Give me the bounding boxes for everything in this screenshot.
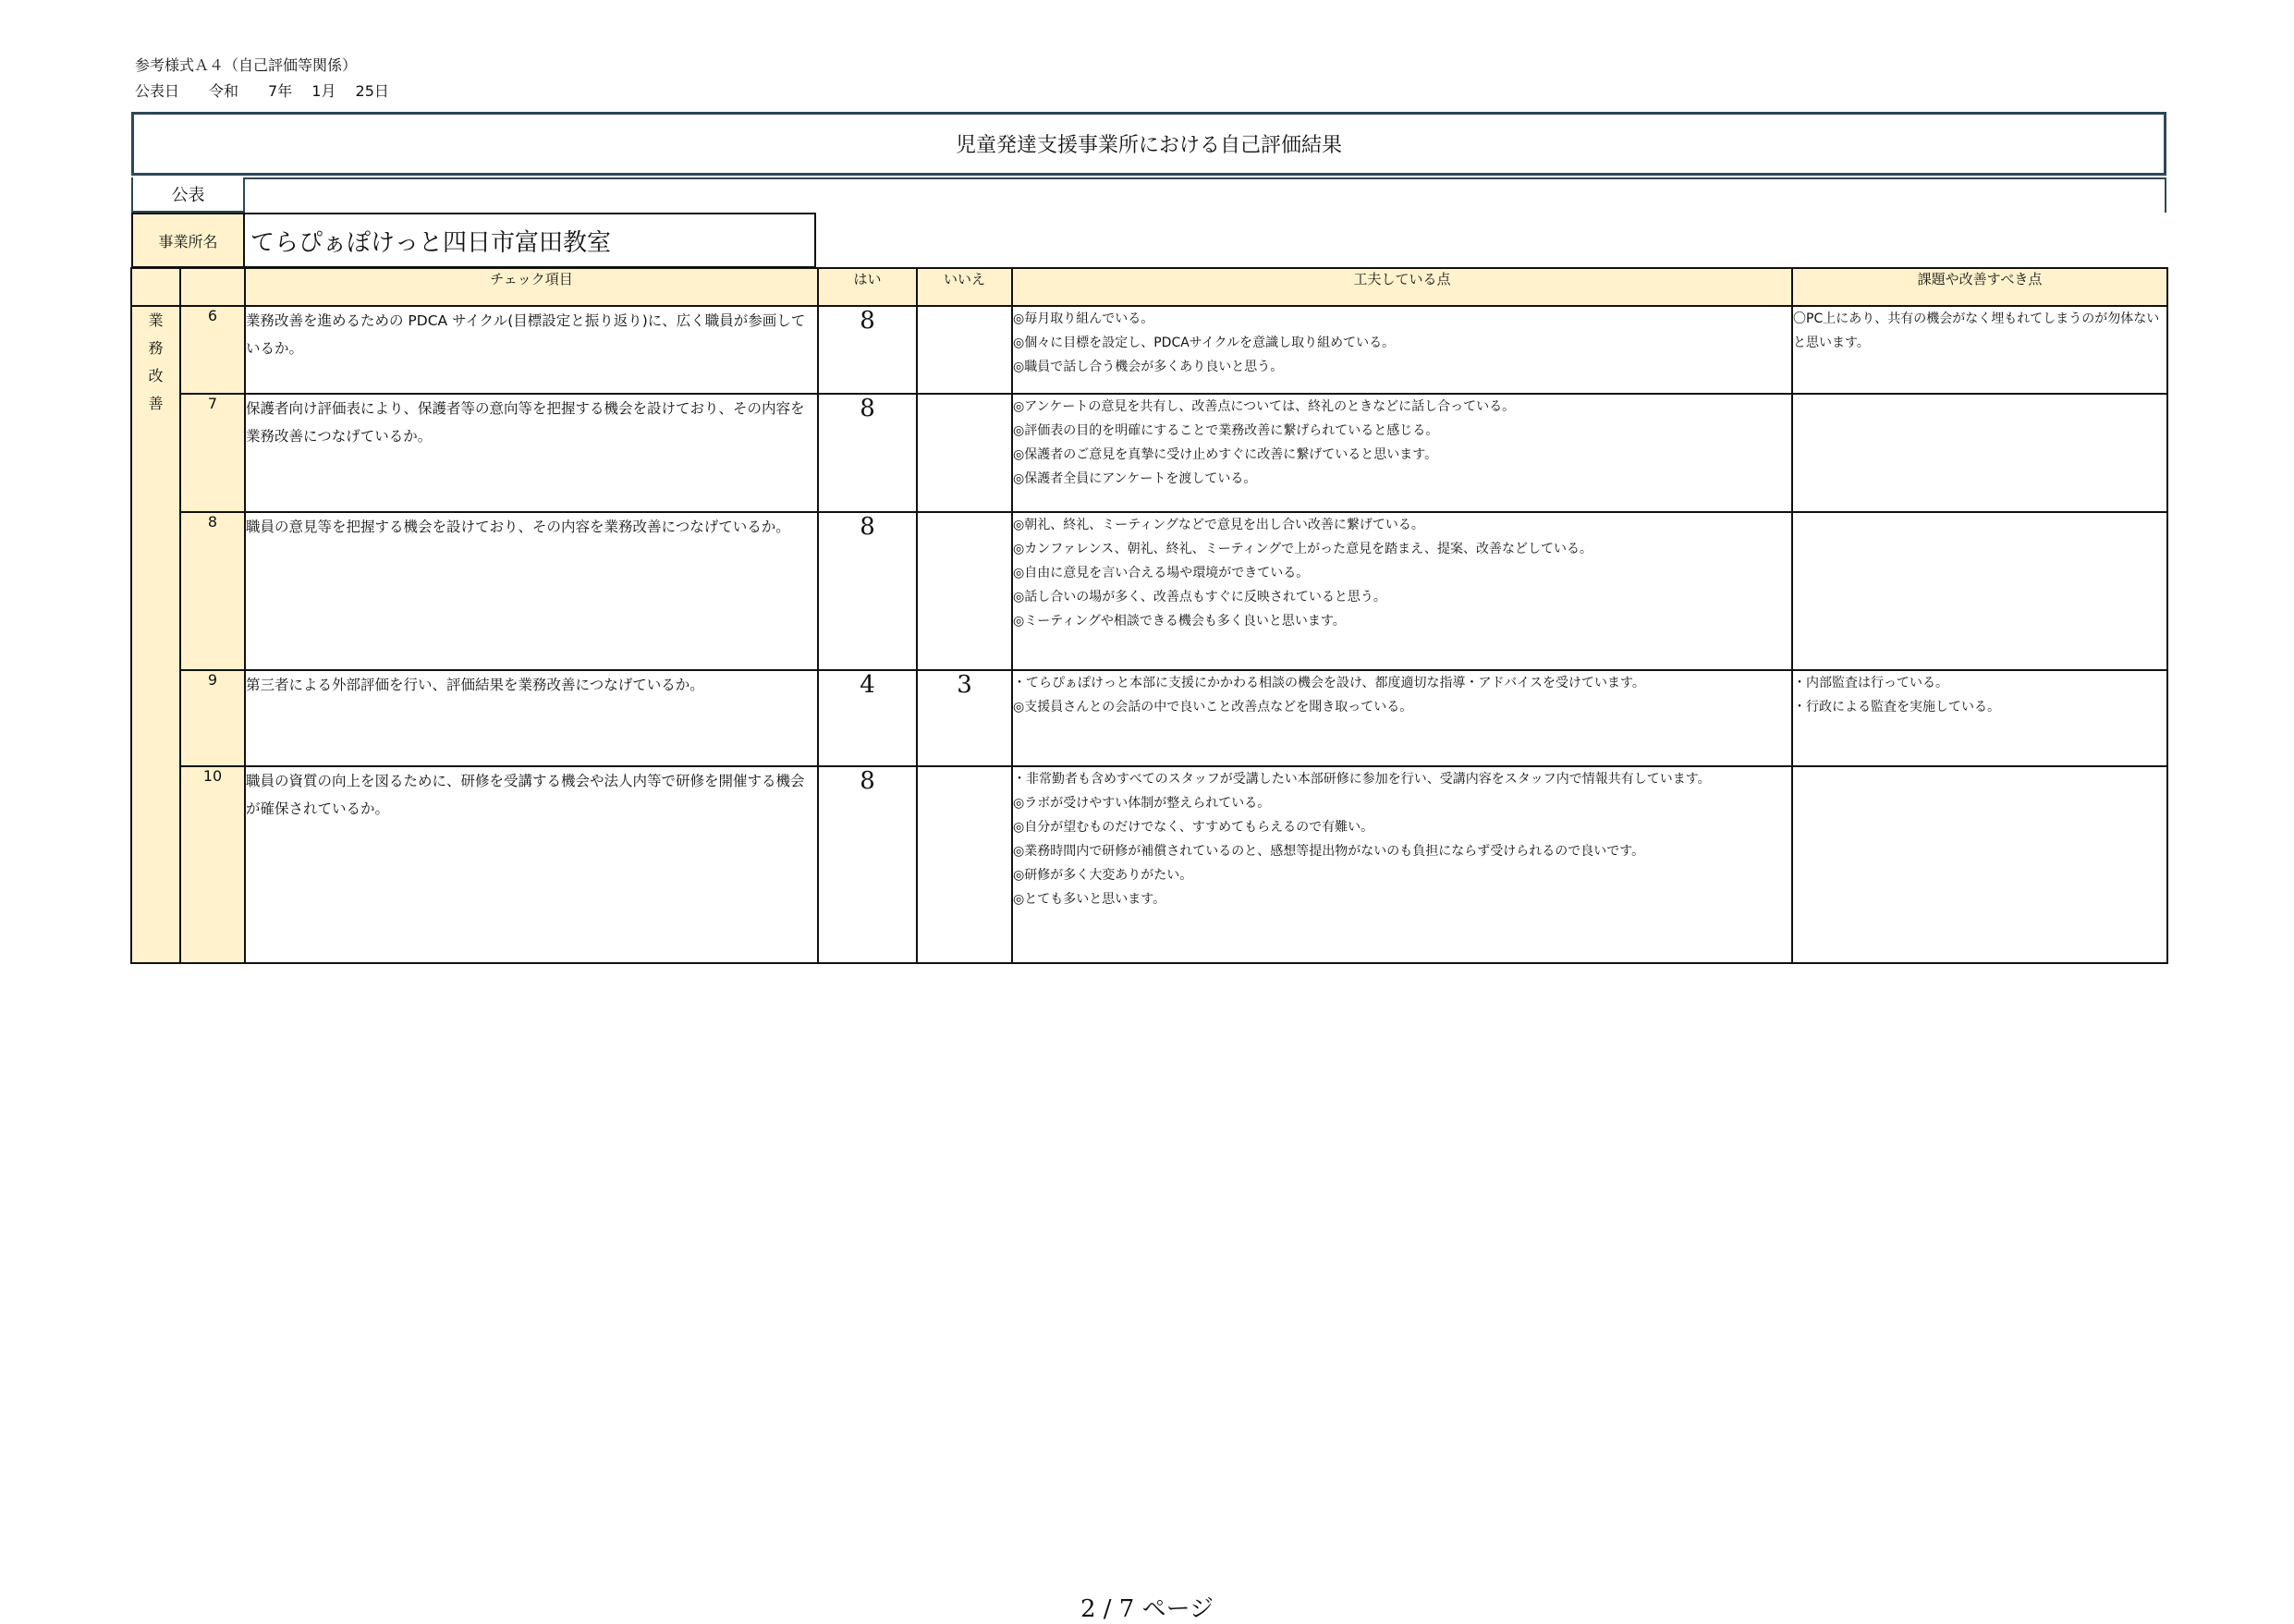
no-count bbox=[917, 306, 1012, 394]
issue-line: ・行政による監査を実施している。 bbox=[1793, 700, 2000, 714]
effort-line: ◎個々に目標を設定し、PDCAサイクルを意識し取り組めている。 bbox=[1013, 336, 1396, 350]
publication-label: 公表 bbox=[131, 177, 245, 213]
effort-line: ◎話し合いの場が多く、改善点もすぐに反映されていると思う。 bbox=[1013, 590, 1386, 604]
publication-value bbox=[243, 177, 2166, 213]
item-number: 8 bbox=[180, 512, 245, 670]
category-char: 善 bbox=[148, 395, 164, 412]
issue-line: 〇PC上にあり、共有の機会がなく埋もれてしまうのが勿体ないと思います。 bbox=[1793, 311, 2160, 350]
effort-line: ◎ミーティングや相談できる機会も多く良いと思います。 bbox=[1013, 614, 1346, 629]
effort-line: ◎研修が多く大変ありがたい。 bbox=[1013, 868, 1193, 883]
effort-line: ◎支援員さんとの会話の中で良いこと改善点などを聞き取っている。 bbox=[1013, 700, 1413, 714]
no-count bbox=[917, 512, 1012, 670]
yes-header: はい bbox=[818, 268, 917, 306]
issues-header: 課題や改善すべき点 bbox=[1792, 268, 2167, 306]
efforts-cell bbox=[1012, 512, 1792, 670]
effort-line: ◎とても多いと思います。 bbox=[1013, 892, 1166, 907]
issue-line: ・内部監査は行っている。 bbox=[1793, 676, 1948, 690]
effort-line: ◎アンケートの意見を共有し、改善点については、終礼のときなどに話し合っている。 bbox=[1013, 399, 1516, 414]
efforts-cell bbox=[1012, 766, 1792, 963]
office-name-label: 事業所名 bbox=[131, 213, 245, 268]
effort-line: ◎保護者全員にアンケートを渡している。 bbox=[1013, 471, 1257, 486]
item-number: 6 bbox=[180, 306, 245, 394]
office-name-value: てらぴぁぽけっと四日市富田教室 bbox=[243, 213, 816, 268]
efforts-cell bbox=[1012, 394, 1792, 512]
efforts-cell bbox=[1012, 670, 1792, 766]
table-row bbox=[131, 394, 2167, 512]
item-number: 7 bbox=[180, 394, 245, 512]
item-number: 10 bbox=[180, 766, 245, 963]
yes-count: 4 bbox=[818, 670, 917, 766]
item-number: 9 bbox=[180, 670, 245, 766]
category-char: 務 bbox=[148, 339, 164, 357]
no-header: いいえ bbox=[917, 268, 1012, 306]
check-item-text: 職員の資質の向上を図るために、研修を受講する機会や法人内等で研修を開催する機会が確保されているか。 bbox=[245, 766, 818, 963]
efforts-cell bbox=[1012, 306, 1792, 394]
table-row bbox=[131, 512, 2167, 670]
check-item-text: 職員の意見等を把握する機会を設けており、その内容を業務改善につなげているか。 bbox=[245, 512, 818, 670]
number-header bbox=[180, 268, 245, 306]
check-item-text: 業務改善を進めるための PDCA サイクル(目標設定と振り返り)に、広く職員が参画しているか。 bbox=[245, 306, 818, 394]
effort-line: ◎毎月取り組んでいる。 bbox=[1013, 311, 1154, 326]
yes-count: 8 bbox=[818, 394, 917, 512]
check-item-text: 第三者による外部評価を行い、評価結果を業務改善につなげているか。 bbox=[245, 670, 818, 766]
issues-cell bbox=[1792, 306, 2167, 394]
issues-cell bbox=[1792, 670, 2167, 766]
page-number: 2 / 7 ページ bbox=[1080, 1595, 1214, 1623]
no-count bbox=[917, 766, 1012, 963]
effort-line: ◎自分が望むものだけでなく、すすめてもらえるので有難い。 bbox=[1013, 820, 1374, 835]
effort-line: ◎評価表の目的を明確にすることで業務改善に繋げられていると感じる。 bbox=[1013, 423, 1439, 438]
table-row bbox=[131, 306, 2167, 394]
no-count: 3 bbox=[917, 670, 1012, 766]
category-cell bbox=[131, 306, 180, 963]
check-item-text: 保護者向け評価表により、保護者等の意向等を把握する機会を設けており、その内容を業務改善につなげているか。 bbox=[245, 394, 818, 512]
efforts-header: 工夫している点 bbox=[1012, 268, 1792, 306]
yes-count: 8 bbox=[818, 766, 917, 963]
table-header-row bbox=[131, 268, 2167, 306]
effort-line: ◎ラボが受けやすい体制が整えられている。 bbox=[1013, 796, 1271, 811]
document-title: 児童発達支援事業所における自己評価結果 bbox=[131, 112, 2166, 176]
form-name: 参考様式Ａ４（自己評価等関係） bbox=[135, 56, 358, 74]
category-char: 業 bbox=[148, 311, 164, 329]
category-header bbox=[131, 268, 180, 306]
yes-count: 8 bbox=[818, 306, 917, 394]
category-char: 改 bbox=[148, 367, 164, 385]
issues-cell bbox=[1792, 766, 2167, 963]
yes-count: 8 bbox=[818, 512, 917, 670]
effort-line: ◎業務時間内で研修が補償されているのと、感想等提出物がないのも負担にならず受けられるので良いです。 bbox=[1013, 844, 1645, 859]
effort-line: ◎保護者のご意見を真摯に受け止めすぐに改善に繋げていると思います。 bbox=[1013, 447, 1438, 462]
evaluation-table bbox=[130, 267, 2168, 964]
publish-date: 公表日 令和 7年 1月 25日 bbox=[135, 82, 389, 100]
effort-line: ◎朝礼、終礼、ミーティングなどで意見を出し合い改善に繋げている。 bbox=[1013, 518, 1424, 532]
no-count bbox=[917, 394, 1012, 512]
effort-line: ・てらぴぁぽけっと本部に支援にかかわる相談の機会を設け、都度適切な指導・アドバイスを受けています。 bbox=[1013, 676, 1645, 690]
effort-line: ・非常勤者も含めすべてのスタッフが受講したい本部研修に参加を行い、受講内容をスタッフ内で情報共有しています。 bbox=[1013, 772, 1711, 787]
table-row bbox=[131, 670, 2167, 766]
issues-cell bbox=[1792, 394, 2167, 512]
issues-cell bbox=[1792, 512, 2167, 670]
effort-line: ◎自由に意見を言い合える場や環境ができている。 bbox=[1013, 566, 1310, 580]
effort-line: ◎カンファレンス、朝礼、終礼、ミーティングで上がった意見を踏まえ、提案、改善などしている。 bbox=[1013, 542, 1593, 556]
table-row bbox=[131, 766, 2167, 963]
check-item-header: チェック項目 bbox=[245, 268, 818, 306]
effort-line: ◎職員で話し合う機会が多くあり良いと思う。 bbox=[1013, 360, 1284, 374]
